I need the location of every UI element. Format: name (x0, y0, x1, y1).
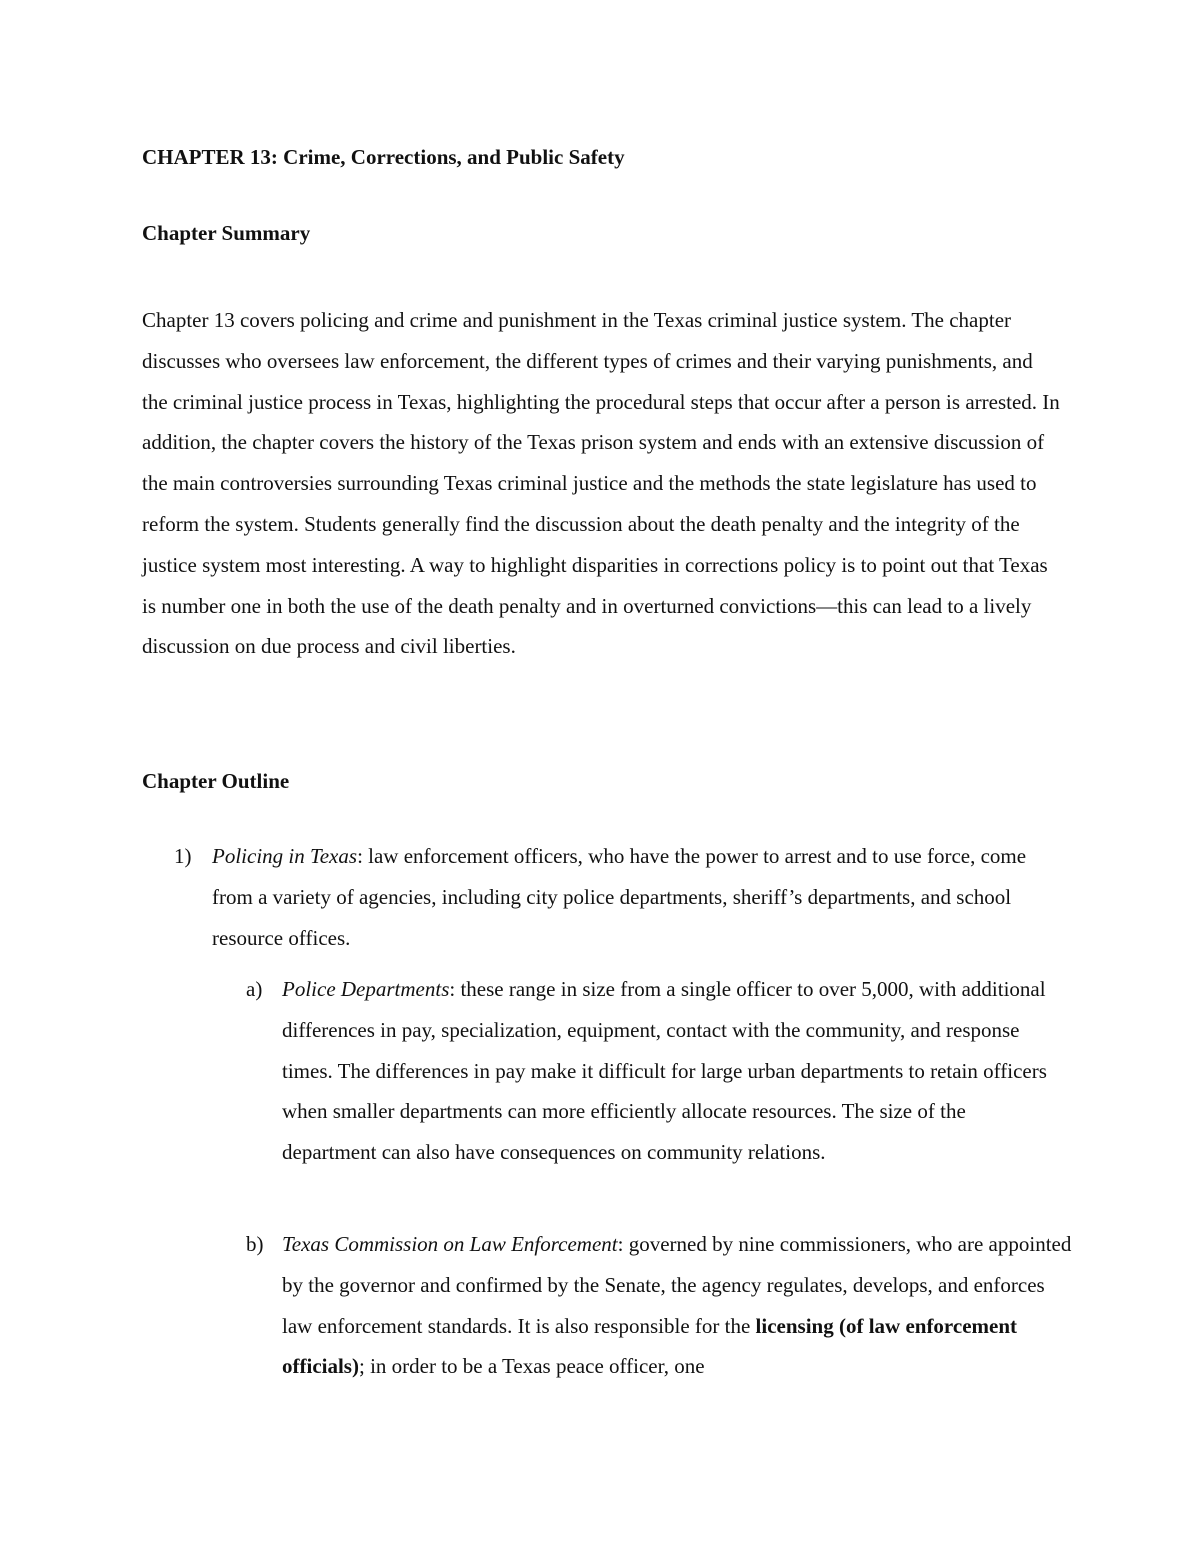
outline-item-b-marker: b) (246, 1232, 264, 1256)
outline-item-b-text-before: : governed by nine commissioners, who are appointed by the governor and confirmed by the Senate, the agency regulates, develops, and enforces law enforcement standards. It is also responsible for the (282, 1232, 1072, 1338)
outline-item-police-departments (282, 969, 1062, 1173)
outline-item-1-marker: 1) (174, 844, 192, 868)
outline-item-policing-in-texas (212, 836, 1052, 958)
outline-item-texas-commission-on-law-enforcement (282, 1224, 1072, 1387)
chapter-summary-heading: Chapter Summary (142, 221, 311, 245)
chapter-summary-text: Chapter 13 covers policing and crime and punishment in the Texas criminal justice system. The chapter discusses who oversees law enforcement, the different types of crimes and their varying punishments, and the criminal justice process in Texas, highlighting the procedural steps that occur after a person is arrested. In addition, the chapter covers the history of the Texas prison system and ends with an extensive discussion of the main controversies surrounding Texas criminal justice and the methods the state legislature has used to reform the system. Students generally find the discussion about the death penalty and the integrity of the justice system most interesting. A way to highlight disparities in corrections policy is to point out that Texas is number one in both the use of the death penalty and in overturned convictions—this can lead to a lively discussion on due process and civil liberties. (142, 308, 1060, 659)
outline-item-b-bold-term: licensing (of law enforcement officials) (282, 1313, 1018, 1379)
outline-item-b-term: Texas Commission on Law Enforcement (282, 1232, 618, 1256)
chapter-outline-heading: Chapter Outline (142, 769, 290, 793)
outline-item-a-term: Police Departments (282, 977, 450, 1001)
outline-item-a-marker: a) (246, 977, 263, 1001)
outline-item-a-text: : these range in size from a single officer to over 5,000, with additional differences in pay, specialization, equipment, contact with the community, and response times. The differences in pay make it difficult for large urban departments to retain officers when smaller departments can more efficiently allocate resources. The size of the department can also have consequences on community relations. (282, 977, 1047, 1165)
outline-item-1-text: : law enforcement officers, who have the power to arrest and to use force, come from a variety of agencies, including city police departments, sheriff’s departments, and school resource offices. (212, 844, 1027, 950)
outline-item-1-term: Policing in Texas (212, 844, 358, 868)
outline-item-b-text-after: ; in order to be a Texas peace officer, one (358, 1354, 705, 1379)
chapter-title: CHAPTER 13: Crime, Corrections, and Public Safety (142, 145, 625, 169)
